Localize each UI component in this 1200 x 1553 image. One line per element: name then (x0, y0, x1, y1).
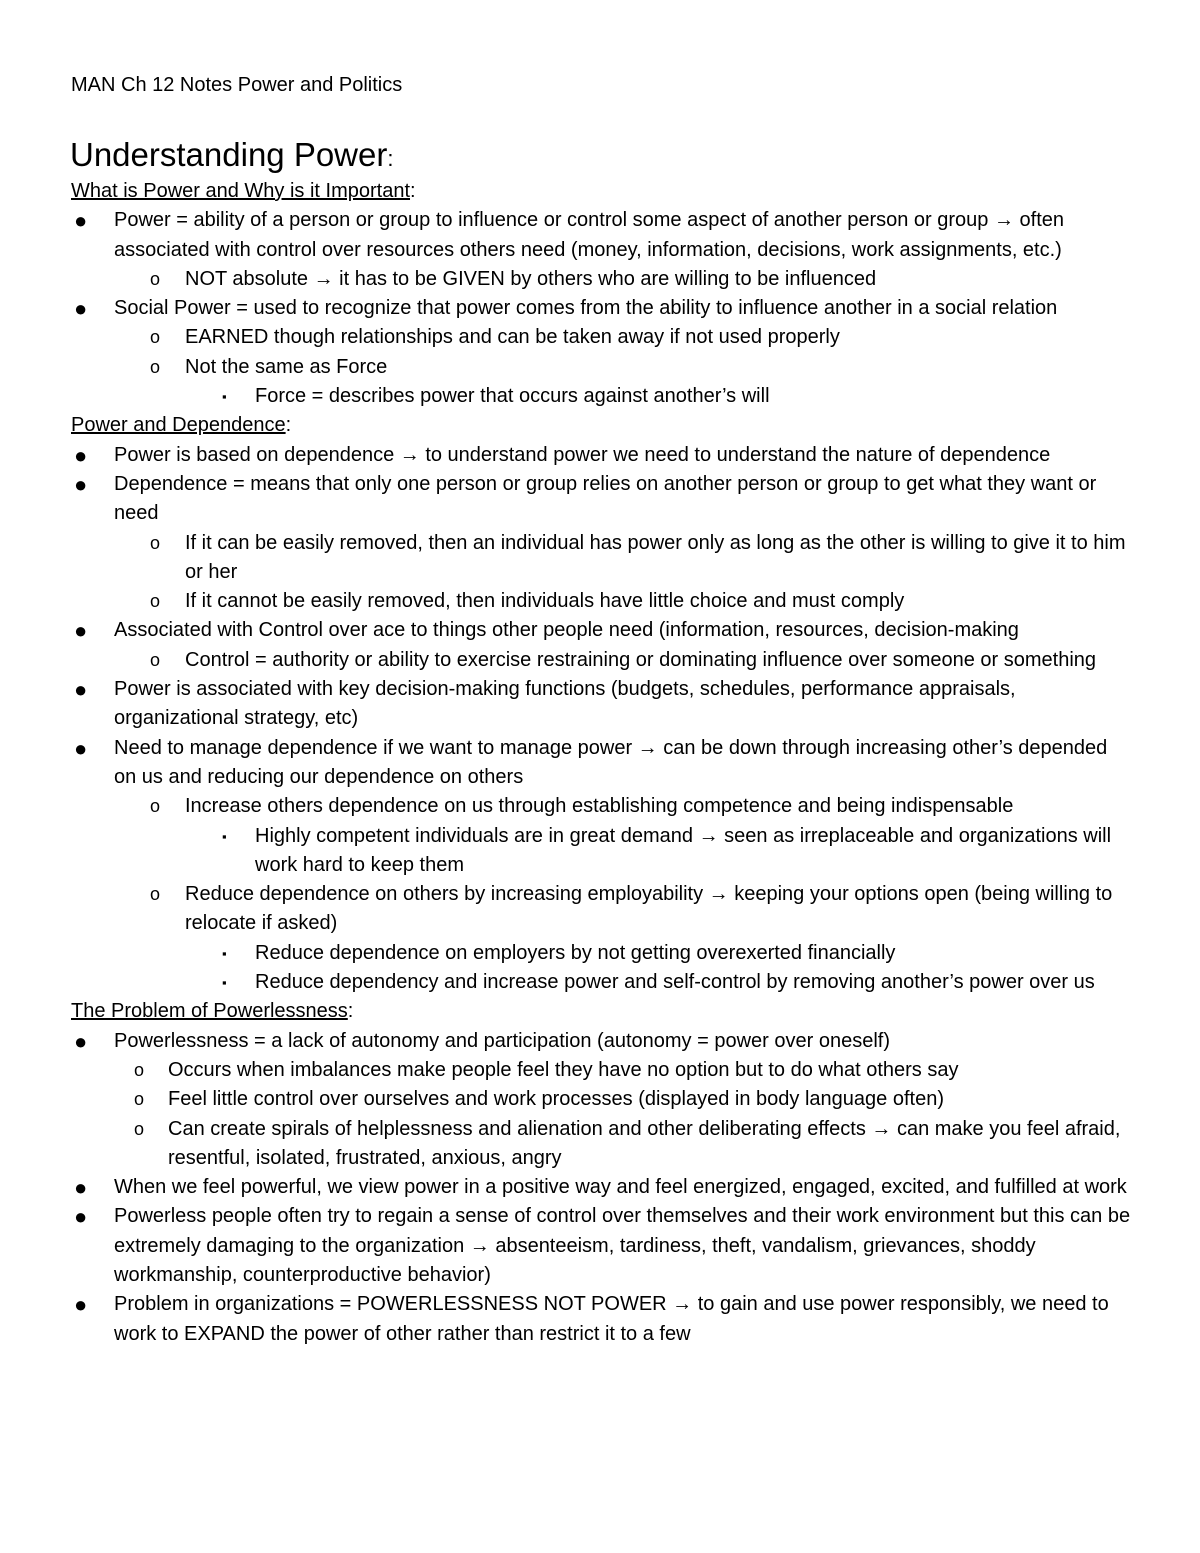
list-item-text: Can create spirals of helplessness and alienation and other deliberating effects → can make you feel afraid, resentful, isolated, frustrated, anxious, angry (168, 1117, 1121, 1169)
bullet-icon: ● (74, 296, 88, 322)
list-item-level-2 (0, 323, 1135, 352)
bullet-icon: ● (74, 1204, 88, 1230)
list-item-level-1 (0, 206, 1134, 265)
bullet-icon: o (150, 532, 161, 553)
list-item-text: Power is associated with key decision-making functions (budgets, schedules, performance appraisals, organizational strategy, etc) (114, 678, 1016, 730)
list-item-text: Not the same as Force (185, 355, 388, 378)
list-item-text: Powerless people often try to regain a sense of control over themselves and their work environment but this can be extremely damaging to the organization → absenteeism, tardiness, theft, vandalism, grievances, shoddy workmanship, counterproductive behavior) (114, 1205, 1131, 1286)
subheading (0, 997, 1200, 1026)
list-item-level-3 (0, 382, 1135, 411)
list-item-level-2 (0, 1085, 1128, 1114)
list-item-text: Reduce dependence on others by increasing employability → keeping your options open (being willing to relocate if asked) (185, 883, 1113, 935)
section-heading-colon: : (387, 146, 394, 171)
subheading-text: Power and Dependence (71, 414, 286, 437)
list-item-level-1 (0, 616, 1134, 645)
subheading (0, 177, 1200, 206)
bullet-icon: ▪ (222, 975, 227, 991)
bullet-icon: ● (74, 442, 88, 468)
bullet-icon: o (150, 268, 161, 289)
list-item-level-1 (0, 675, 1134, 734)
bullet-icon: ▪ (222, 945, 227, 961)
bullet-icon: ● (74, 1175, 88, 1201)
list-item-text: Dependence = means that only one person or group relies on another person or group to get what they want or need (114, 472, 1097, 525)
list-item-text: Need to manage dependence if we want to manage power → can be down through increasing other’s depended on us and reducing our dependence on others (114, 736, 1108, 788)
subheading-text: What is Power and Why is it Important (71, 180, 411, 202)
section-heading-text: Understanding Power (70, 136, 388, 173)
list-item-level-2 (0, 880, 1135, 939)
bullet-icon: o (150, 356, 161, 377)
list-item-level-2 (0, 353, 1135, 382)
list-item-text: When we feel powerful, we view power in a positive way and feel energized, engaged, excited, and fulfilled at work (114, 1176, 1127, 1199)
list-item-text: Reduce dependency and increase power and self-control by removing another’s power over us (255, 971, 1095, 994)
bullet-icon: o (150, 327, 161, 348)
list-item-text: Social Power = used to recognize that power comes from the ability to influence another in a social relation (114, 297, 1058, 320)
list-item-level-1 (0, 1027, 1134, 1056)
bullet-icon: ● (74, 1028, 88, 1054)
list-item-text: If it can be easily removed, then an individual has power only as long as the other is willing to give it to him or her (185, 531, 1126, 583)
list-item-level-2 (0, 265, 1135, 294)
list-item-level-3 (0, 968, 1135, 997)
list-item-text: Reduce dependence on employers by not getting overexerted financially (255, 941, 896, 964)
document-title: MAN Ch 12 Notes Power and Politics (71, 74, 403, 96)
section-heading (70, 135, 393, 179)
bullet-icon: ● (74, 471, 88, 497)
bullet-icon: o (150, 884, 161, 905)
list-item-level-2 (0, 529, 1135, 588)
bullet-icon: o (150, 796, 161, 817)
list-item-text: EARNED though relationships and can be taken away if not used properly (185, 326, 840, 349)
bullet-icon: ● (74, 1292, 88, 1318)
list-item-level-3 (0, 939, 1135, 968)
list-item-level-1 (0, 734, 1134, 793)
bullet-icon: o (150, 591, 161, 612)
list-item-level-2 (0, 1056, 1128, 1085)
bullet-icon: ● (74, 735, 88, 761)
bullet-icon: ● (74, 677, 88, 703)
bullet-icon: o (150, 649, 161, 670)
list-item-text: Power is based on dependence → to understand power we need to understand the nature of dependence (114, 443, 1051, 466)
subheading (0, 411, 1200, 440)
list-item-level-1 (0, 441, 1134, 470)
bullet-icon: ▪ (222, 389, 227, 405)
list-item-level-2 (0, 646, 1135, 675)
list-item-text: Highly competent individuals are in great demand → seen as irreplaceable and organizations will work hard to keep them (255, 824, 1112, 876)
list-item-text: Power = ability of a person or group to influence or control some aspect of another person or group → often associated with control over resources others need (money, information, decisions, work assignments, etc.) (114, 209, 1064, 261)
list-item-text: Associated with Control over ace to things other people need (information, resources, decision-making (114, 619, 1019, 642)
notes-body (0, 177, 1200, 1349)
bullet-icon: o (134, 1118, 145, 1139)
list-item-level-3 (0, 822, 1135, 881)
bullet-icon: o (134, 1059, 145, 1080)
list-item-text: Problem in organizations = POWERLESSNESS NOT POWER → to gain and use power responsibly, we need to work to EXPAND the power of other rather than restrict it to a few (114, 1293, 1109, 1345)
bullet-icon: ● (74, 618, 88, 644)
list-item-level-2 (0, 1115, 1128, 1174)
list-item-text: Control = authority or ability to exercise restraining or dominating influence over someone or something (185, 648, 1097, 671)
bullet-icon: o (134, 1089, 145, 1110)
list-item-level-1 (0, 1173, 1134, 1202)
subheading-text: The Problem of Powerlessness (71, 1000, 348, 1023)
list-item-text: Force = describes power that occurs against another’s will (255, 385, 770, 408)
list-item-level-1 (0, 1290, 1134, 1349)
list-item-level-2 (0, 587, 1135, 616)
list-item-level-1 (0, 470, 1134, 529)
subheading-colon: : (285, 414, 292, 437)
list-item-text: If it cannot be easily removed, then individuals have little choice and must comply (185, 590, 905, 613)
list-item-text: Increase others dependence on us through establishing competence and being indispensable (185, 795, 1014, 818)
list-item-level-1 (0, 294, 1134, 323)
list-item-level-2 (0, 792, 1135, 821)
bullet-icon: ● (74, 208, 88, 234)
list-item-text: NOT absolute → it has to be GIVEN by others who are willing to be influenced (185, 267, 877, 290)
list-item-text: Occurs when imbalances make people feel they have no option but to do what others say (168, 1058, 959, 1081)
subheading-colon: : (410, 180, 416, 202)
list-item-level-1 (0, 1202, 1134, 1290)
list-item-text: Feel little control over ourselves and work processes (displayed in body language often) (168, 1088, 944, 1111)
list-item-text: Powerlessness = a lack of autonomy and participation (autonomy = power over oneself) (114, 1029, 890, 1052)
subheading-colon: : (347, 1000, 354, 1023)
bullet-icon: ▪ (222, 828, 227, 844)
